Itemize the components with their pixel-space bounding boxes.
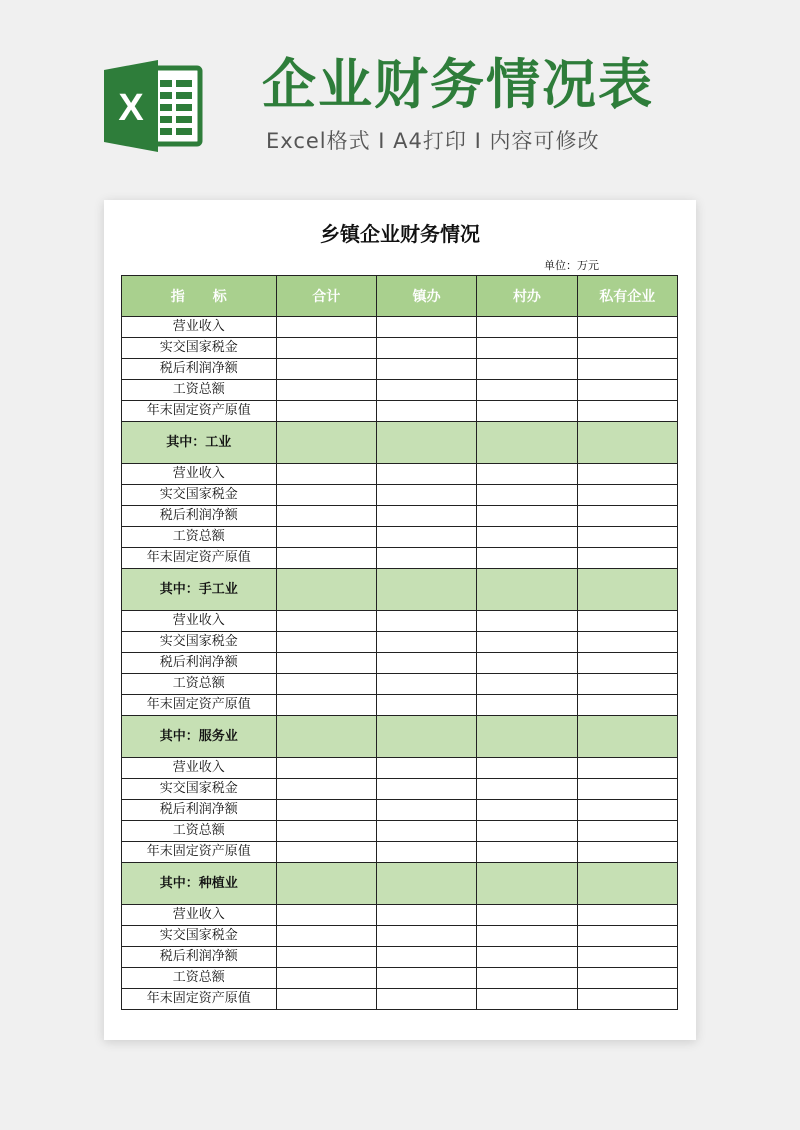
table-header-row [122, 276, 678, 317]
table-row [122, 968, 678, 989]
section-row [122, 422, 678, 464]
indicator-label: 税后利润净额 [122, 947, 277, 968]
table-row [122, 548, 678, 569]
value-cell[interactable] [276, 611, 376, 632]
value-cell[interactable] [276, 758, 376, 779]
value-cell[interactable] [376, 905, 476, 926]
value-cell[interactable] [376, 926, 476, 947]
value-cell[interactable] [477, 527, 577, 548]
section-cell[interactable] [477, 422, 577, 464]
value-cell[interactable] [376, 485, 476, 506]
value-cell[interactable] [577, 632, 677, 653]
value-cell[interactable] [477, 695, 577, 716]
value-cell[interactable] [577, 401, 677, 422]
indicator-label: 营业收入 [122, 905, 277, 926]
value-cell[interactable] [577, 821, 677, 842]
indicator-label: 工资总额 [122, 380, 277, 401]
value-cell[interactable] [577, 905, 677, 926]
value-cell[interactable] [276, 821, 376, 842]
table-row [122, 464, 678, 485]
value-cell[interactable] [477, 758, 577, 779]
value-cell[interactable] [477, 506, 577, 527]
finance-table [121, 275, 678, 1010]
value-cell[interactable] [577, 380, 677, 401]
value-cell[interactable] [276, 464, 376, 485]
indicator-label: 工资总额 [122, 527, 277, 548]
value-cell[interactable] [376, 527, 476, 548]
indicator-label: 工资总额 [122, 674, 277, 695]
banner-subtitle: Excel格式 I A4打印 I 内容可修改 [266, 129, 600, 153]
section-cell[interactable] [577, 863, 677, 905]
value-cell[interactable] [376, 821, 476, 842]
value-cell[interactable] [376, 947, 476, 968]
table-row [122, 905, 678, 926]
value-cell[interactable] [577, 338, 677, 359]
value-cell[interactable] [477, 317, 577, 338]
value-cell[interactable] [376, 632, 476, 653]
value-cell[interactable] [477, 380, 577, 401]
value-cell[interactable] [577, 485, 677, 506]
table-body [122, 317, 678, 1010]
value-cell[interactable] [376, 653, 476, 674]
indicator-label: 实交国家税金 [122, 485, 277, 506]
banner-title: 企业财务情况表 [262, 53, 654, 116]
value-cell[interactable] [477, 779, 577, 800]
section-heading: 其中：手工业 [122, 569, 277, 611]
indicator-label: 年末固定资产原值 [122, 695, 277, 716]
table-row [122, 338, 678, 359]
section-cell[interactable] [376, 716, 476, 758]
header-village: 村办 [477, 276, 577, 317]
indicator-label: 税后利润净额 [122, 653, 277, 674]
value-cell[interactable] [276, 548, 376, 569]
indicator-label: 年末固定资产原值 [122, 401, 277, 422]
table-row [122, 800, 678, 821]
value-cell[interactable] [477, 653, 577, 674]
value-cell[interactable] [376, 506, 476, 527]
value-cell[interactable] [376, 464, 476, 485]
value-cell[interactable] [477, 548, 577, 569]
indicator-label: 实交国家税金 [122, 632, 277, 653]
section-heading: 其中：种植业 [122, 863, 277, 905]
value-cell[interactable] [276, 674, 376, 695]
section-cell[interactable] [477, 569, 577, 611]
value-cell[interactable] [376, 317, 476, 338]
indicator-label: 年末固定资产原值 [122, 842, 277, 863]
value-cell[interactable] [276, 401, 376, 422]
indicator-label: 实交国家税金 [122, 779, 277, 800]
value-cell[interactable] [376, 380, 476, 401]
table-row [122, 401, 678, 422]
indicator-label: 营业收入 [122, 611, 277, 632]
unit-label: 单位：万元 [544, 259, 599, 272]
table-row [122, 779, 678, 800]
value-cell[interactable] [276, 485, 376, 506]
indicator-label: 工资总额 [122, 821, 277, 842]
value-cell[interactable] [376, 401, 476, 422]
section-heading: 其中：工业 [122, 422, 277, 464]
value-cell[interactable] [577, 653, 677, 674]
value-cell[interactable] [577, 947, 677, 968]
table-row [122, 506, 678, 527]
value-cell[interactable] [577, 779, 677, 800]
header-total: 合计 [276, 276, 376, 317]
value-cell[interactable] [577, 800, 677, 821]
indicator-label: 营业收入 [122, 464, 277, 485]
table-row [122, 842, 678, 863]
value-cell[interactable] [577, 611, 677, 632]
value-cell[interactable] [276, 779, 376, 800]
section-cell[interactable] [577, 716, 677, 758]
table-row [122, 989, 678, 1010]
excel-logo-icon [104, 58, 204, 154]
value-cell[interactable] [376, 758, 476, 779]
value-cell[interactable] [577, 527, 677, 548]
value-cell[interactable] [477, 800, 577, 821]
indicator-label: 年末固定资产原值 [122, 989, 277, 1010]
value-cell[interactable] [376, 695, 476, 716]
value-cell[interactable] [376, 968, 476, 989]
value-cell[interactable] [276, 800, 376, 821]
value-cell[interactable] [477, 926, 577, 947]
value-cell[interactable] [276, 506, 376, 527]
value-cell[interactable] [577, 674, 677, 695]
section-row [122, 716, 678, 758]
value-cell[interactable] [577, 842, 677, 863]
value-cell[interactable] [577, 317, 677, 338]
section-cell[interactable] [577, 422, 677, 464]
value-cell[interactable] [276, 968, 376, 989]
value-cell[interactable] [276, 359, 376, 380]
value-cell[interactable] [477, 947, 577, 968]
value-cell[interactable] [477, 905, 577, 926]
value-cell[interactable] [577, 926, 677, 947]
value-cell[interactable] [477, 485, 577, 506]
value-cell[interactable] [577, 968, 677, 989]
indicator-label: 实交国家税金 [122, 338, 277, 359]
value-cell[interactable] [477, 338, 577, 359]
value-cell[interactable] [376, 359, 476, 380]
indicator-label: 税后利润净额 [122, 359, 277, 380]
section-cell[interactable] [276, 422, 376, 464]
section-cell[interactable] [477, 716, 577, 758]
value-cell[interactable] [376, 338, 476, 359]
table-row [122, 485, 678, 506]
value-cell[interactable] [276, 695, 376, 716]
section-row [122, 863, 678, 905]
section-heading: 其中：服务业 [122, 716, 277, 758]
section-cell[interactable] [577, 569, 677, 611]
table-row [122, 947, 678, 968]
section-cell[interactable] [477, 863, 577, 905]
value-cell[interactable] [577, 989, 677, 1010]
value-cell[interactable] [477, 842, 577, 863]
indicator-label: 税后利润净额 [122, 506, 277, 527]
value-cell[interactable] [477, 401, 577, 422]
header-indicator: 指 标 [122, 276, 277, 317]
value-cell[interactable] [276, 317, 376, 338]
section-cell[interactable] [276, 716, 376, 758]
logo-letter: X [118, 87, 144, 129]
section-row [122, 569, 678, 611]
value-cell[interactable] [577, 548, 677, 569]
table-row [122, 632, 678, 653]
document-page [104, 200, 696, 1040]
value-cell[interactable] [376, 611, 476, 632]
table-row [122, 380, 678, 401]
value-cell[interactable] [276, 380, 376, 401]
value-cell[interactable] [577, 464, 677, 485]
table-row [122, 821, 678, 842]
value-cell[interactable] [477, 611, 577, 632]
value-cell[interactable] [577, 695, 677, 716]
indicator-label: 实交国家税金 [122, 926, 277, 947]
value-cell[interactable] [376, 989, 476, 1010]
indicator-label: 工资总额 [122, 968, 277, 989]
value-cell[interactable] [276, 842, 376, 863]
value-cell[interactable] [276, 947, 376, 968]
table-row [122, 611, 678, 632]
section-cell[interactable] [376, 863, 476, 905]
value-cell[interactable] [376, 842, 476, 863]
table-row [122, 926, 678, 947]
value-cell[interactable] [376, 800, 476, 821]
value-cell[interactable] [477, 989, 577, 1010]
value-cell[interactable] [376, 548, 476, 569]
header-town: 镇办 [376, 276, 476, 317]
value-cell[interactable] [276, 926, 376, 947]
value-cell[interactable] [376, 779, 476, 800]
document-title: 乡镇企业财务情况 [320, 222, 480, 246]
table-row [122, 674, 678, 695]
value-cell[interactable] [477, 632, 577, 653]
value-cell[interactable] [276, 632, 376, 653]
value-cell[interactable] [477, 968, 577, 989]
section-cell[interactable] [276, 863, 376, 905]
section-cell[interactable] [276, 569, 376, 611]
table-row [122, 695, 678, 716]
value-cell[interactable] [477, 821, 577, 842]
indicator-label: 税后利润净额 [122, 800, 277, 821]
indicator-label: 营业收入 [122, 758, 277, 779]
value-cell[interactable] [276, 653, 376, 674]
value-cell[interactable] [276, 905, 376, 926]
value-cell[interactable] [376, 674, 476, 695]
value-cell[interactable] [276, 527, 376, 548]
header-private: 私有企业 [577, 276, 677, 317]
value-cell[interactable] [477, 359, 577, 380]
value-cell[interactable] [276, 338, 376, 359]
value-cell[interactable] [577, 506, 677, 527]
table-row [122, 527, 678, 548]
value-cell[interactable] [276, 989, 376, 1010]
value-cell[interactable] [577, 758, 677, 779]
table-row [122, 317, 678, 338]
value-cell[interactable] [577, 359, 677, 380]
section-cell[interactable] [376, 569, 476, 611]
section-cell[interactable] [376, 422, 476, 464]
table-row [122, 359, 678, 380]
value-cell[interactable] [477, 674, 577, 695]
indicator-label: 年末固定资产原值 [122, 548, 277, 569]
table-row [122, 758, 678, 779]
value-cell[interactable] [477, 464, 577, 485]
indicator-label: 营业收入 [122, 317, 277, 338]
table-row [122, 653, 678, 674]
